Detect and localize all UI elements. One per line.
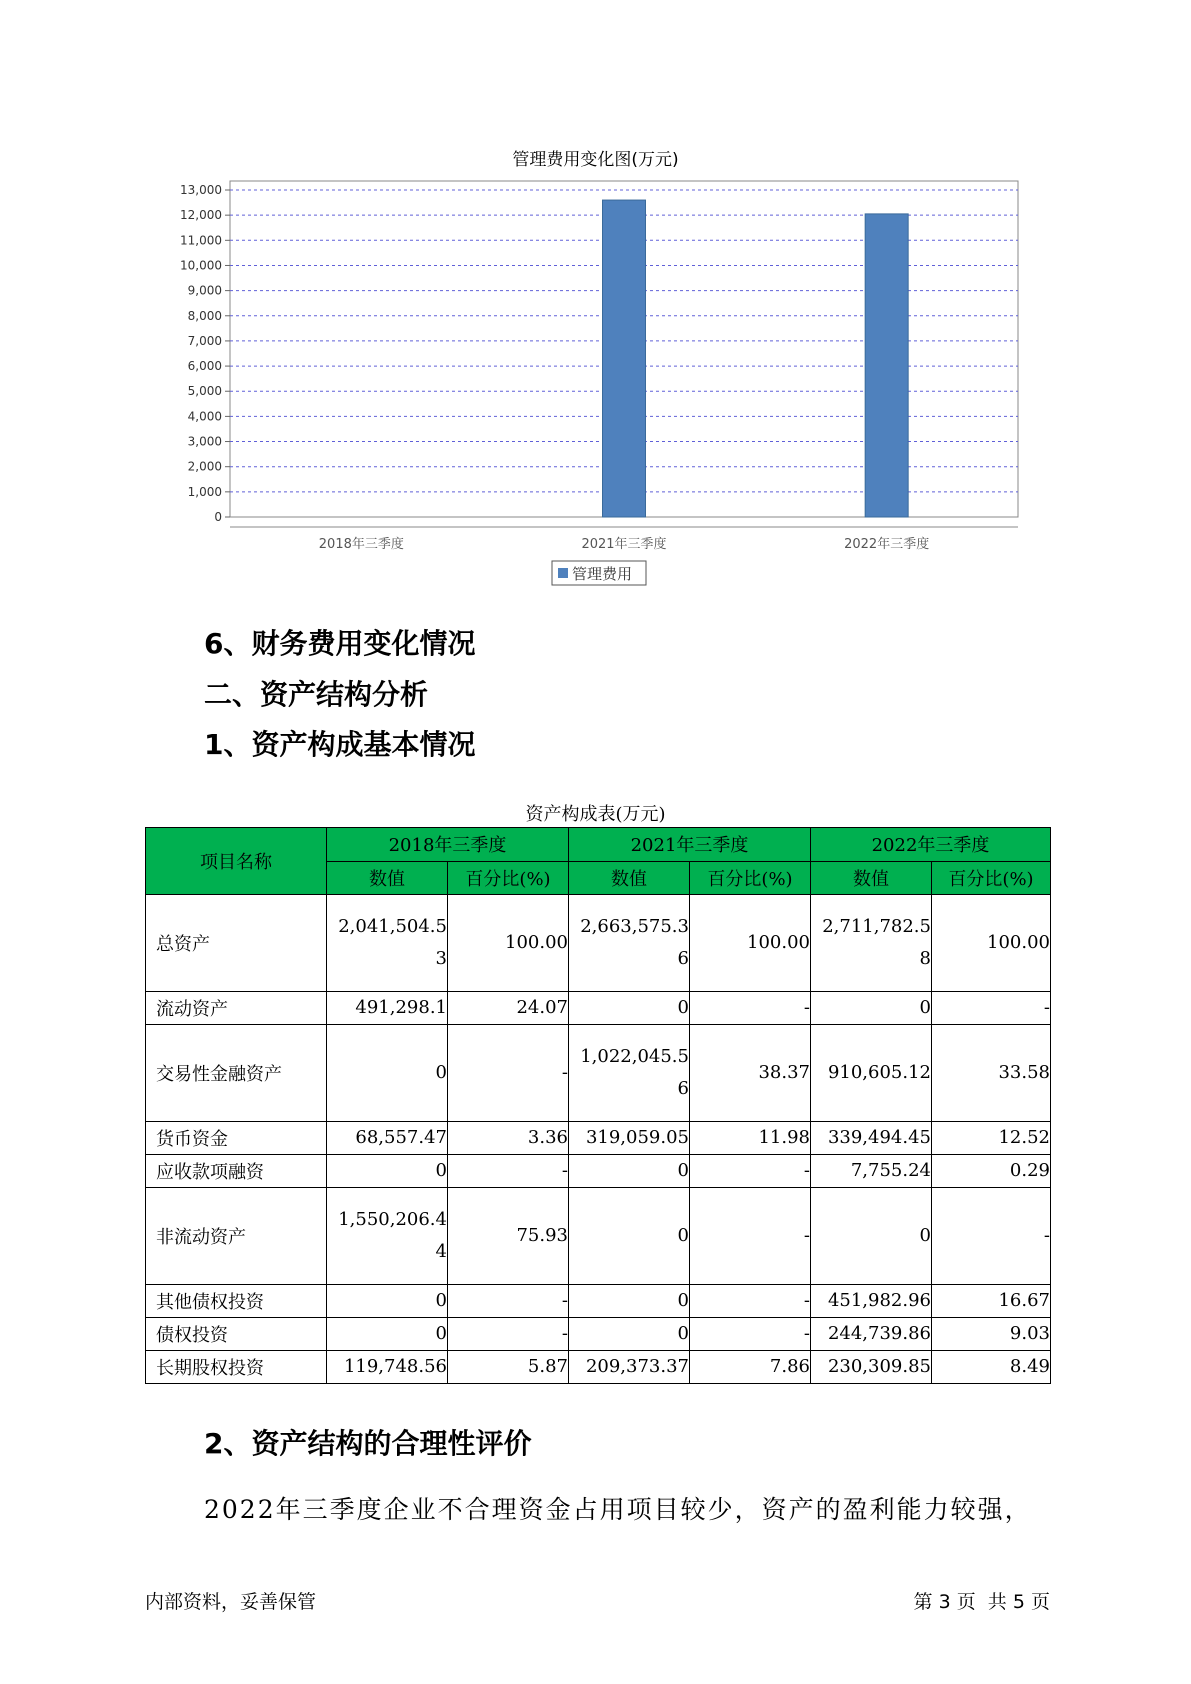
legend-swatch (558, 568, 568, 578)
y-tick-label: 9,000 (187, 283, 222, 298)
row-label: 非流动资产 (146, 1188, 327, 1285)
row-label: 应收款项融资 (146, 1155, 327, 1188)
cell-p2022: 0.29 (932, 1155, 1051, 1188)
y-tick-label: 11,000 (180, 233, 222, 248)
heading-asset-structure: 二、资产结构分析 (204, 678, 429, 711)
row-label: 货币资金 (146, 1122, 327, 1155)
cell-v2018: 0 (327, 1155, 448, 1188)
cell-p2018: - (448, 1155, 569, 1188)
header-pct-2021: 百分比(%) (690, 861, 811, 895)
header-item-name: 项目名称 (146, 828, 327, 895)
header-period-2022: 2022年三季度 (811, 828, 1051, 862)
row-label: 流动资产 (146, 992, 327, 1025)
cell-p2022: 8.49 (932, 1351, 1051, 1384)
cell-v2018: 0 (327, 1285, 448, 1318)
legend-label: 管理费用 (572, 565, 633, 583)
cell-p2021: 38.37 (690, 1025, 811, 1122)
table-row (146, 1318, 1051, 1351)
cell-p2021: 7.86 (690, 1351, 811, 1384)
cell-p2018: 3.36 (448, 1122, 569, 1155)
cell-v2022: 910,605.12 (811, 1025, 932, 1122)
cell-v2021: 0 (569, 1285, 690, 1318)
cell-v2021: 0 (569, 1188, 690, 1285)
y-tick-label: 0 (214, 510, 222, 524)
footer-page-number (914, 1587, 1051, 1614)
cell-p2022: 33.58 (932, 1025, 1051, 1122)
table-caption: 资产构成表(万元) (525, 804, 666, 825)
cell-v2022: 2,711,782.58 (811, 895, 932, 992)
cell-v2022: 339,494.45 (811, 1122, 932, 1155)
heading-structure-evaluation: 2、资产结构的合理性评价 (204, 1427, 532, 1460)
cell-v2022: 0 (811, 1188, 932, 1285)
expense-bar-chart (0, 0, 1191, 600)
cell-p2022: 9.03 (932, 1318, 1051, 1351)
table-row (146, 1155, 1051, 1188)
page-prefix: 第 (913, 1591, 933, 1613)
y-tick-label: 12,000 (180, 208, 222, 223)
cell-v2021: 0 (569, 992, 690, 1025)
cell-p2018: 100.00 (448, 895, 569, 992)
cell-v2018: 68,557.47 (327, 1122, 448, 1155)
table-row (146, 1122, 1051, 1155)
row-label: 债权投资 (146, 1318, 327, 1351)
cell-v2018: 0 (327, 1318, 448, 1351)
page-current: 3 (938, 1591, 951, 1613)
header-period-2021: 2021年三季度 (569, 828, 811, 862)
y-tick-label: 10,000 (180, 258, 222, 273)
table-row (146, 895, 1051, 992)
cell-p2022: - (932, 992, 1051, 1025)
y-tick-label: 5,000 (187, 384, 222, 399)
header-period-2018: 2018年三季度 (327, 828, 569, 862)
y-tick-label: 2,000 (187, 459, 222, 474)
cell-v2018: 119,748.56 (327, 1351, 448, 1384)
page-total: 5 (1012, 1591, 1025, 1613)
row-label: 其他债权投资 (146, 1285, 327, 1318)
table-row (146, 1351, 1051, 1384)
table-row (146, 1188, 1051, 1285)
bar (603, 200, 646, 517)
chart-title: 管理费用变化图(万元) (512, 150, 679, 170)
header-pct-2022: 百分比(%) (932, 861, 1051, 895)
cell-p2022: - (932, 1188, 1051, 1285)
cell-p2022: 100.00 (932, 895, 1051, 992)
header-value-2018: 数值 (327, 861, 448, 895)
cell-v2018: 491,298.1 (327, 992, 448, 1025)
page-mid: 页 共 (956, 1591, 1007, 1613)
cell-v2022: 451,982.96 (811, 1285, 932, 1318)
cell-p2018: - (448, 1285, 569, 1318)
cell-p2018: 75.93 (448, 1188, 569, 1285)
y-tick-label: 7,000 (187, 333, 222, 348)
cell-p2021: 11.98 (690, 1122, 811, 1155)
cell-v2022: 244,739.86 (811, 1318, 932, 1351)
cell-v2021: 2,663,575.36 (569, 895, 690, 992)
footer-confidential-note: 内部资料，妥善保管 (145, 1591, 317, 1613)
cell-v2018: 0 (327, 1025, 448, 1122)
cell-v2021: 1,022,045.56 (569, 1025, 690, 1122)
cell-v2021: 319,059.05 (569, 1122, 690, 1155)
x-tick-label: 2022年三季度 (844, 537, 930, 552)
row-label: 交易性金融资产 (146, 1025, 327, 1122)
cell-v2022: 0 (811, 992, 932, 1025)
cell-v2022: 230,309.85 (811, 1351, 932, 1384)
cell-p2021: - (690, 992, 811, 1025)
cell-p2018: - (448, 1318, 569, 1351)
cell-p2018: 24.07 (448, 992, 569, 1025)
cell-v2021: 0 (569, 1155, 690, 1188)
cell-v2022: 7,755.24 (811, 1155, 932, 1188)
cell-v2021: 209,373.37 (569, 1351, 690, 1384)
table-row (146, 992, 1051, 1025)
row-label: 总资产 (146, 895, 327, 992)
header-value-2022: 数值 (811, 861, 932, 895)
cell-p2021: - (690, 1285, 811, 1318)
header-value-2021: 数值 (569, 861, 690, 895)
cell-p2021: - (690, 1188, 811, 1285)
cell-p2021: 100.00 (690, 895, 811, 992)
cell-p2018: 5.87 (448, 1351, 569, 1384)
evaluation-paragraph: 2022年三季度企业不合理资金占用项目较少，资产的盈利能力较强， (204, 1495, 1032, 1524)
cell-v2018: 2,041,504.53 (327, 895, 448, 992)
cell-p2022: 16.67 (932, 1285, 1051, 1318)
x-tick-label: 2021年三季度 (581, 537, 667, 552)
y-tick-label: 8,000 (187, 308, 222, 323)
heading-financial-expense: 6、财务费用变化情况 (204, 627, 476, 660)
x-tick-label: 2018年三季度 (318, 537, 404, 552)
row-label: 长期股权投资 (146, 1351, 327, 1384)
cell-p2021: - (690, 1318, 811, 1351)
table-row (146, 1285, 1051, 1318)
heading-asset-composition: 1、资产构成基本情况 (204, 728, 476, 761)
cell-p2022: 12.52 (932, 1122, 1051, 1155)
header-pct-2018: 百分比(%) (448, 861, 569, 895)
y-tick-label: 4,000 (187, 409, 222, 424)
bar (865, 214, 908, 517)
cell-p2018: - (448, 1025, 569, 1122)
cell-v2018: 1,550,206.44 (327, 1188, 448, 1285)
table-row (146, 1025, 1051, 1122)
y-tick-label: 3,000 (187, 434, 222, 449)
y-tick-label: 1,000 (187, 484, 222, 499)
cell-v2021: 0 (569, 1318, 690, 1351)
y-tick-label: 13,000 (180, 183, 222, 197)
asset-composition-table (145, 827, 1051, 1384)
page-suffix: 页 (1030, 1591, 1050, 1613)
cell-p2021: - (690, 1155, 811, 1188)
y-tick-label: 6,000 (187, 359, 222, 374)
